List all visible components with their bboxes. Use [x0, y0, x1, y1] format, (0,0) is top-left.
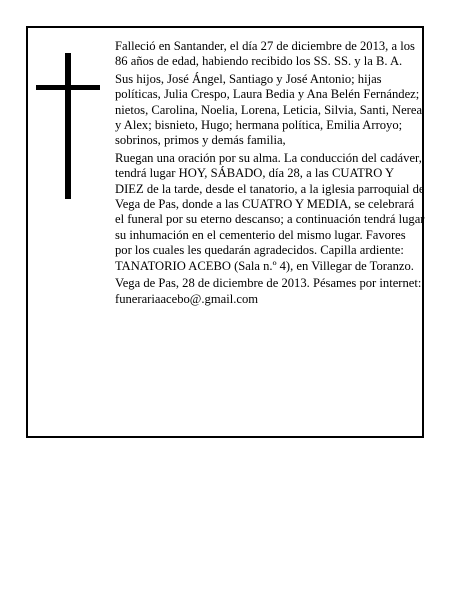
family-list: Sus hijos, José Ángel, Santiago y José Antonio; hijas políticas, Julia Crespo, Laura Bedia y Ana Belén Fernández; nietos, Carolina, Noelia, Lorena, Leticia, Silvia, Santi, Nerea y Alex; bisnieto, Hugo; hermana política, Emilia Arroyo; sobrinos, primos y demás familia, [115, 71, 423, 148]
obituary-notice [26, 26, 424, 438]
death-announcement: Falleció en Santander, el día 27 de diciembre de 2013, a los 86 años de edad, habiendo recibido los SS. SS. y la B. A. [115, 39, 415, 69]
place-date-contact: Vega de Pas, 28 de diciembre de 2013. Pésames por internet: funerariaacebo@.gmail.com [115, 276, 422, 306]
funeral-details: Ruegan una oración por su alma. La conducción del cadáver, tendrá lugar HOY, SÁBADO, día 28, a las CUATRO Y DIEZ de la tarde, desde el tanatorio, a la iglesia parroquial de Vega de Pas, donde a las CUATRO Y MEDIA, se celebrará el funeral por su eterno descanso; a continuación tendrá lugar su inhumación en el cementerio del mismo lugar. Favores por los cuales les quedarán agradecidos. Capilla ardiente: TANATORIO ACEBO (Sala n.º 4), en Villegar de Toranzo. [115, 150, 425, 273]
cross-vertical-bar [65, 53, 71, 199]
latin-cross-icon [36, 53, 100, 199]
notice-body [115, 39, 425, 309]
cross-horizontal-bar [36, 85, 100, 90]
